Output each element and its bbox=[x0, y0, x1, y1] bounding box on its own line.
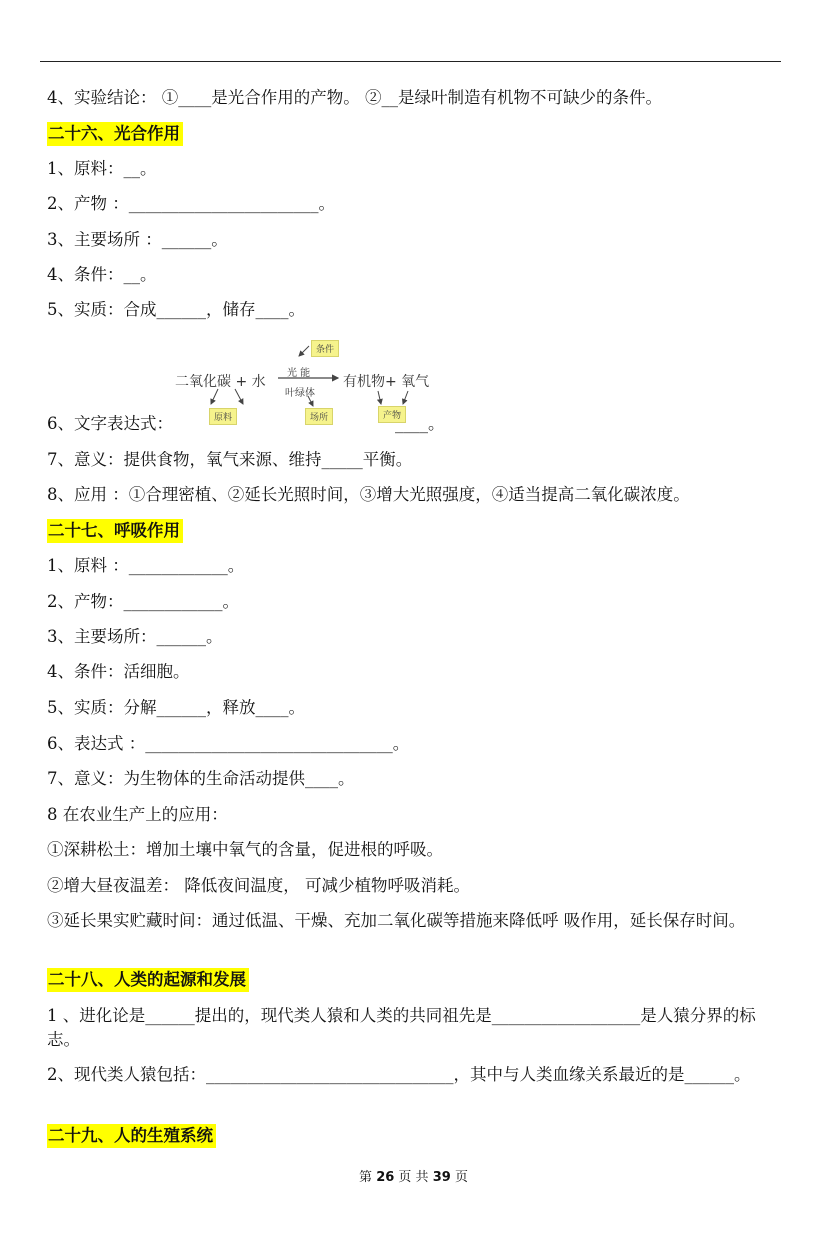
tag-material: 原料 bbox=[209, 408, 237, 425]
total-page-count: 39 bbox=[432, 1170, 451, 1185]
s27-item-8: 8 在农业生产上的应用： bbox=[47, 805, 228, 824]
footer-prefix: 第 bbox=[359, 1170, 373, 1185]
s26-item-5: 5、实质：合成______，储存____。 bbox=[47, 300, 305, 319]
photosynthesis-diagram bbox=[173, 338, 438, 426]
s26-item-3: 3、主要场所 ：______。 bbox=[47, 230, 228, 249]
section-26-heading: 二十六、光合作用 bbox=[47, 122, 183, 146]
material-pointer-right bbox=[235, 389, 243, 404]
section-27-heading: 二十七、呼吸作用 bbox=[47, 519, 183, 543]
section-28-heading: 二十八、人类的起源和发展 bbox=[47, 968, 249, 992]
diagram-site: 叶绿体 bbox=[285, 388, 315, 399]
s28-item-1: 1 、进化论是______提出的，现代类人猿和人类的共同祖先是__________________是人猿分界的标志。 bbox=[47, 1006, 756, 1049]
s27-item-2: 2、产物：____________。 bbox=[47, 592, 239, 611]
s26-item-1: 1、原料：__。 bbox=[47, 159, 157, 178]
s27-item-5: 5、实质：分解______，释放____。 bbox=[47, 698, 305, 717]
s26-item-4: 4、条件：__。 bbox=[47, 265, 157, 284]
page-footer bbox=[0, 1166, 827, 1185]
s27-item-3: 3、主要场所：______。 bbox=[47, 627, 223, 646]
diagram-products: 有机物+ 氧气 bbox=[343, 374, 430, 390]
material-pointer-left bbox=[211, 389, 218, 404]
s27-item-1: 1、原料 ：____________。 bbox=[47, 556, 245, 575]
footer-suffix: 页 bbox=[454, 1170, 468, 1185]
product-pointer-left bbox=[378, 391, 381, 404]
s27-item-4: 4、条件：活细胞。 bbox=[47, 662, 190, 681]
s26-item-7: 7、意义：提供食物，氧气来源、维持_____平衡。 bbox=[47, 450, 413, 469]
current-page-number: 26 bbox=[376, 1170, 395, 1185]
s27-item-7: 7、意义：为生物体的生命活动提供____。 bbox=[47, 769, 355, 788]
s26-item-2: 2、产物 ：_______________________。 bbox=[47, 194, 335, 213]
header-rule bbox=[40, 61, 781, 62]
diagram-reactants: 二氧化碳 + 水 bbox=[175, 374, 266, 390]
s26-item-6: 6、文字表达式： bbox=[47, 414, 173, 433]
experiment-conclusion: 4、实验结论： ①____是光合作用的产物。 ②__是绿叶制造有机物不可缺少的条件。 bbox=[47, 88, 662, 107]
section-29-heading: 二十九、人的生殖系统 bbox=[47, 1124, 216, 1148]
tag-product: 产物 bbox=[378, 406, 406, 423]
s26-item-6-blank: ____。 bbox=[395, 414, 445, 433]
s26-item-8: 8、应用 ：①合理密植、②延长光照时间，③增大光照强度，④适当提高二氧化碳浓度。 bbox=[47, 485, 690, 504]
s27-application-2: ②增大昼夜温差： 降低夜间温度， 可减少植物呼吸消耗。 bbox=[47, 876, 470, 895]
tag-site: 场所 bbox=[305, 408, 333, 425]
footer-middle: 页 共 bbox=[398, 1170, 429, 1185]
s27-application-3: ③延长果实贮藏时间：通过低温、干燥、充加二氧化碳等措施来降低呼 吸作用，延长保存时间。 bbox=[47, 911, 746, 930]
product-pointer-right bbox=[403, 391, 408, 404]
tag-condition: 条件 bbox=[311, 340, 339, 357]
condition-pointer bbox=[299, 346, 309, 356]
diagram-light: 光 能 bbox=[287, 368, 311, 379]
s27-item-6: 6、表达式 ：______________________________。 bbox=[47, 734, 410, 753]
s27-application-1: ①深耕松土：增加土壤中氧气的含量，促进根的呼吸。 bbox=[47, 840, 443, 859]
s28-item-2: 2、现代类人猿包括：______________________________，其中与人类血缘关系最近的是______。 bbox=[47, 1065, 751, 1084]
